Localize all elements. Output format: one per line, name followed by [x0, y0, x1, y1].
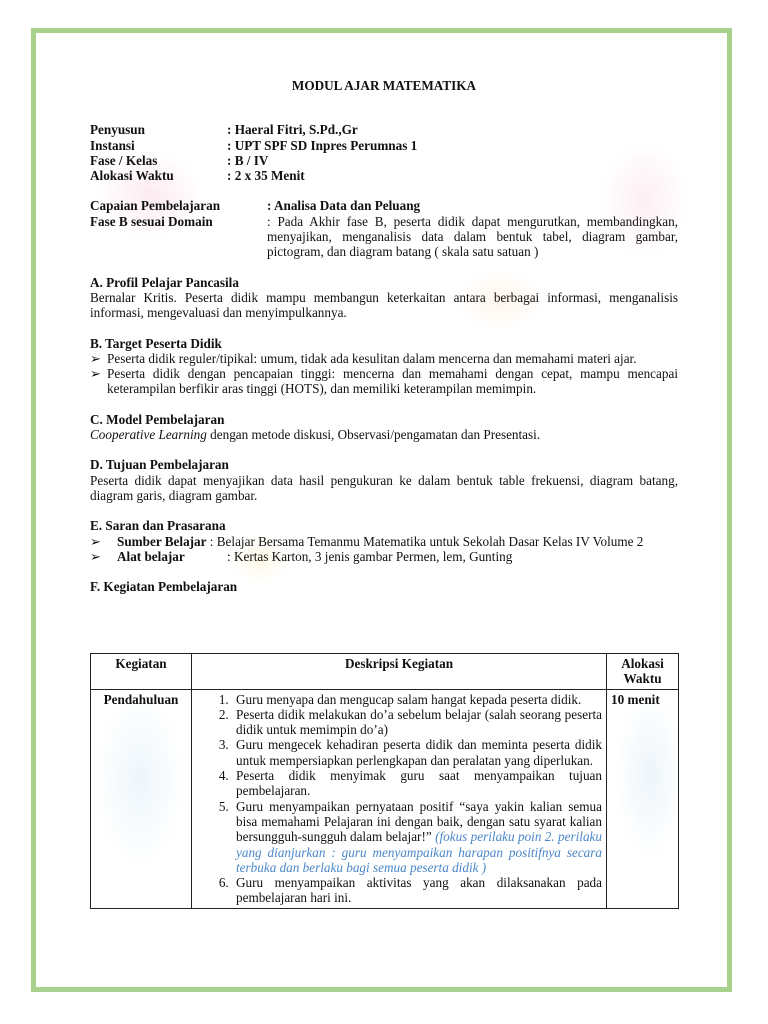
info-row-alokasi	[90, 168, 678, 183]
capaian-value: : Analisa Data dan Peluang	[267, 198, 421, 214]
column-header-kegiatan: Kegiatan	[91, 654, 192, 690]
arrow-bullet-icon: ➢	[90, 548, 102, 564]
duration-cell: 10 menit	[607, 689, 679, 908]
alat-value: : Kertas Karton, 3 jenis gambar Permen, lem, Gunting	[227, 548, 513, 564]
kegiatan-table	[90, 653, 679, 909]
capaian-block	[90, 198, 678, 259]
section-heading: E. Saran dan Prasarana	[90, 518, 226, 534]
info-block	[90, 122, 678, 183]
section-sarana	[90, 518, 678, 564]
step-item	[232, 799, 602, 875]
list-item	[90, 351, 678, 366]
list-item	[90, 549, 678, 564]
document-title: MODUL AJAR MATEMATIKA	[291, 78, 477, 93]
info-value: : UPT SPF SD Inpres Perumnas 1	[227, 137, 418, 153]
sumber-key: Sumber Belajar	[117, 533, 207, 549]
model-name: Cooperative Learning	[90, 427, 207, 443]
step-hint: (fokus perilaku poin 2. perilaku yang dianjurkan : guru menyampaikan harapan positifnya secara terbuka dan berlaku bagi semua peserta didik )	[236, 829, 602, 875]
section-heading: D. Tujuan Pembelajaran	[90, 457, 229, 473]
capaian-key: Capaian Pembelajaran	[90, 198, 221, 214]
section-kegiatan	[90, 579, 678, 594]
alat-row	[117, 549, 512, 564]
info-key: Instansi	[90, 137, 135, 153]
model-description: dengan metode diskusi, Observasi/pengamatan dan Presentasi.	[206, 427, 541, 443]
list-item	[90, 534, 678, 549]
info-row-fase	[90, 153, 678, 168]
description-cell	[192, 689, 607, 908]
sarana-list	[90, 534, 678, 565]
section-target	[90, 336, 678, 397]
section-text	[90, 427, 678, 442]
info-value: : Haeral Fitri, S.Pd.,Gr	[227, 122, 358, 138]
steps-list	[196, 692, 602, 906]
section-profil	[90, 275, 678, 321]
info-key: Fase / Kelas	[90, 152, 158, 168]
fase-domain-key: Fase B sesuai Domain	[90, 213, 213, 229]
alat-key: Alat belajar	[117, 548, 185, 564]
section-tujuan	[90, 457, 678, 503]
list-item	[90, 366, 678, 397]
sumber-value: : Belajar Bersama Temanmu Matematika untuk Sekolah Dasar Kelas IV Volume 2	[206, 533, 644, 549]
list-item-text: Peserta didik reguler/tipikal: umum, tidak ada kesulitan dalam mencerna dan memahami materi ajar.	[107, 350, 637, 366]
section-model	[90, 412, 678, 443]
section-heading: B. Target Peserta Didik	[90, 335, 222, 351]
step-item: 1. Guru menyapa dan mengucap salam hangat kepada peserta didik.	[232, 692, 602, 707]
capaian-row	[90, 198, 678, 213]
step-text: Guru menyampaikan pernyataan positif “saya yakin kalian semua bisa memahami Pelajaran ini dengan baik, dengan satu syarat kalian bersungguh-sungguh dalam belajar!”	[236, 798, 602, 845]
info-row-instansi	[90, 138, 678, 153]
info-value: : B / IV	[227, 152, 269, 168]
section-heading: C. Model Pembelajaran	[90, 411, 225, 427]
section-text: Peserta didik dapat menyajikan data hasil pengukuran ke dalam bentuk table frekuensi, diagram batang, diagram garis, diagram gambar.	[90, 472, 678, 503]
target-list	[90, 351, 678, 397]
info-key: Alokasi Waktu	[90, 168, 174, 184]
document-body	[90, 78, 678, 594]
step-item: 2. Peserta didik melakukan do’a sebelum belajar (salah seorang peserta didik untuk memimpin do’a)	[232, 707, 602, 738]
phase-cell: Pendahuluan	[91, 689, 192, 908]
arrow-bullet-icon: ➢	[90, 366, 102, 382]
info-value: : 2 x 35 Menit	[227, 168, 305, 184]
step-item: 4. Peserta didik menyimak guru saat menyampaikan tujuan pembelajaran.	[232, 768, 602, 799]
list-item-text: Peserta didik dengan pencapaian tinggi: mencerna dan memahami dengan cepat, mampu mencapai keterampilan berfikir aras tinggi (HOTS), dan memiliki keterampilan memimpin.	[107, 366, 678, 397]
arrow-bullet-icon: ➢	[90, 350, 102, 366]
table-header-row	[91, 654, 679, 690]
fase-domain-row	[90, 214, 678, 260]
info-row-penyusun	[90, 122, 678, 137]
step-item: 6. Guru menyampaikan aktivitas yang akan dilaksanakan pada pembelajaran hari ini.	[232, 875, 602, 906]
table-row	[91, 689, 679, 908]
column-header-deskripsi: Deskripsi Kegiatan	[192, 654, 607, 690]
section-heading: F. Kegiatan Pembelajaran	[90, 579, 238, 595]
column-header-alokasi: Alokasi Waktu	[607, 654, 679, 690]
fase-domain-description: : Pada Akhir fase B, peserta didik dapat mengurutkan, membandingkan, menyajikan, menganalisis data dalam bentuk tabel, diagram gambar, pictogram, dan diagram batang ( skala satu satuan )	[267, 213, 678, 260]
section-text: Bernalar Kritis. Peserta didik mampu membangun keterkaitan antara berbagai informasi, menganalisis informasi, mengevaluasi dan menyimpulkannya.	[90, 289, 678, 321]
arrow-bullet-icon: ➢	[90, 533, 102, 549]
step-item: 3. Guru mengecek kehadiran peserta didik dan meminta peserta didik untuk mempersiapkan perlengkapan dan peralatan yang diperlukan.	[232, 737, 602, 768]
section-heading: A. Profil Pelajar Pancasila	[90, 274, 239, 290]
info-key: Penyusun	[90, 122, 145, 138]
